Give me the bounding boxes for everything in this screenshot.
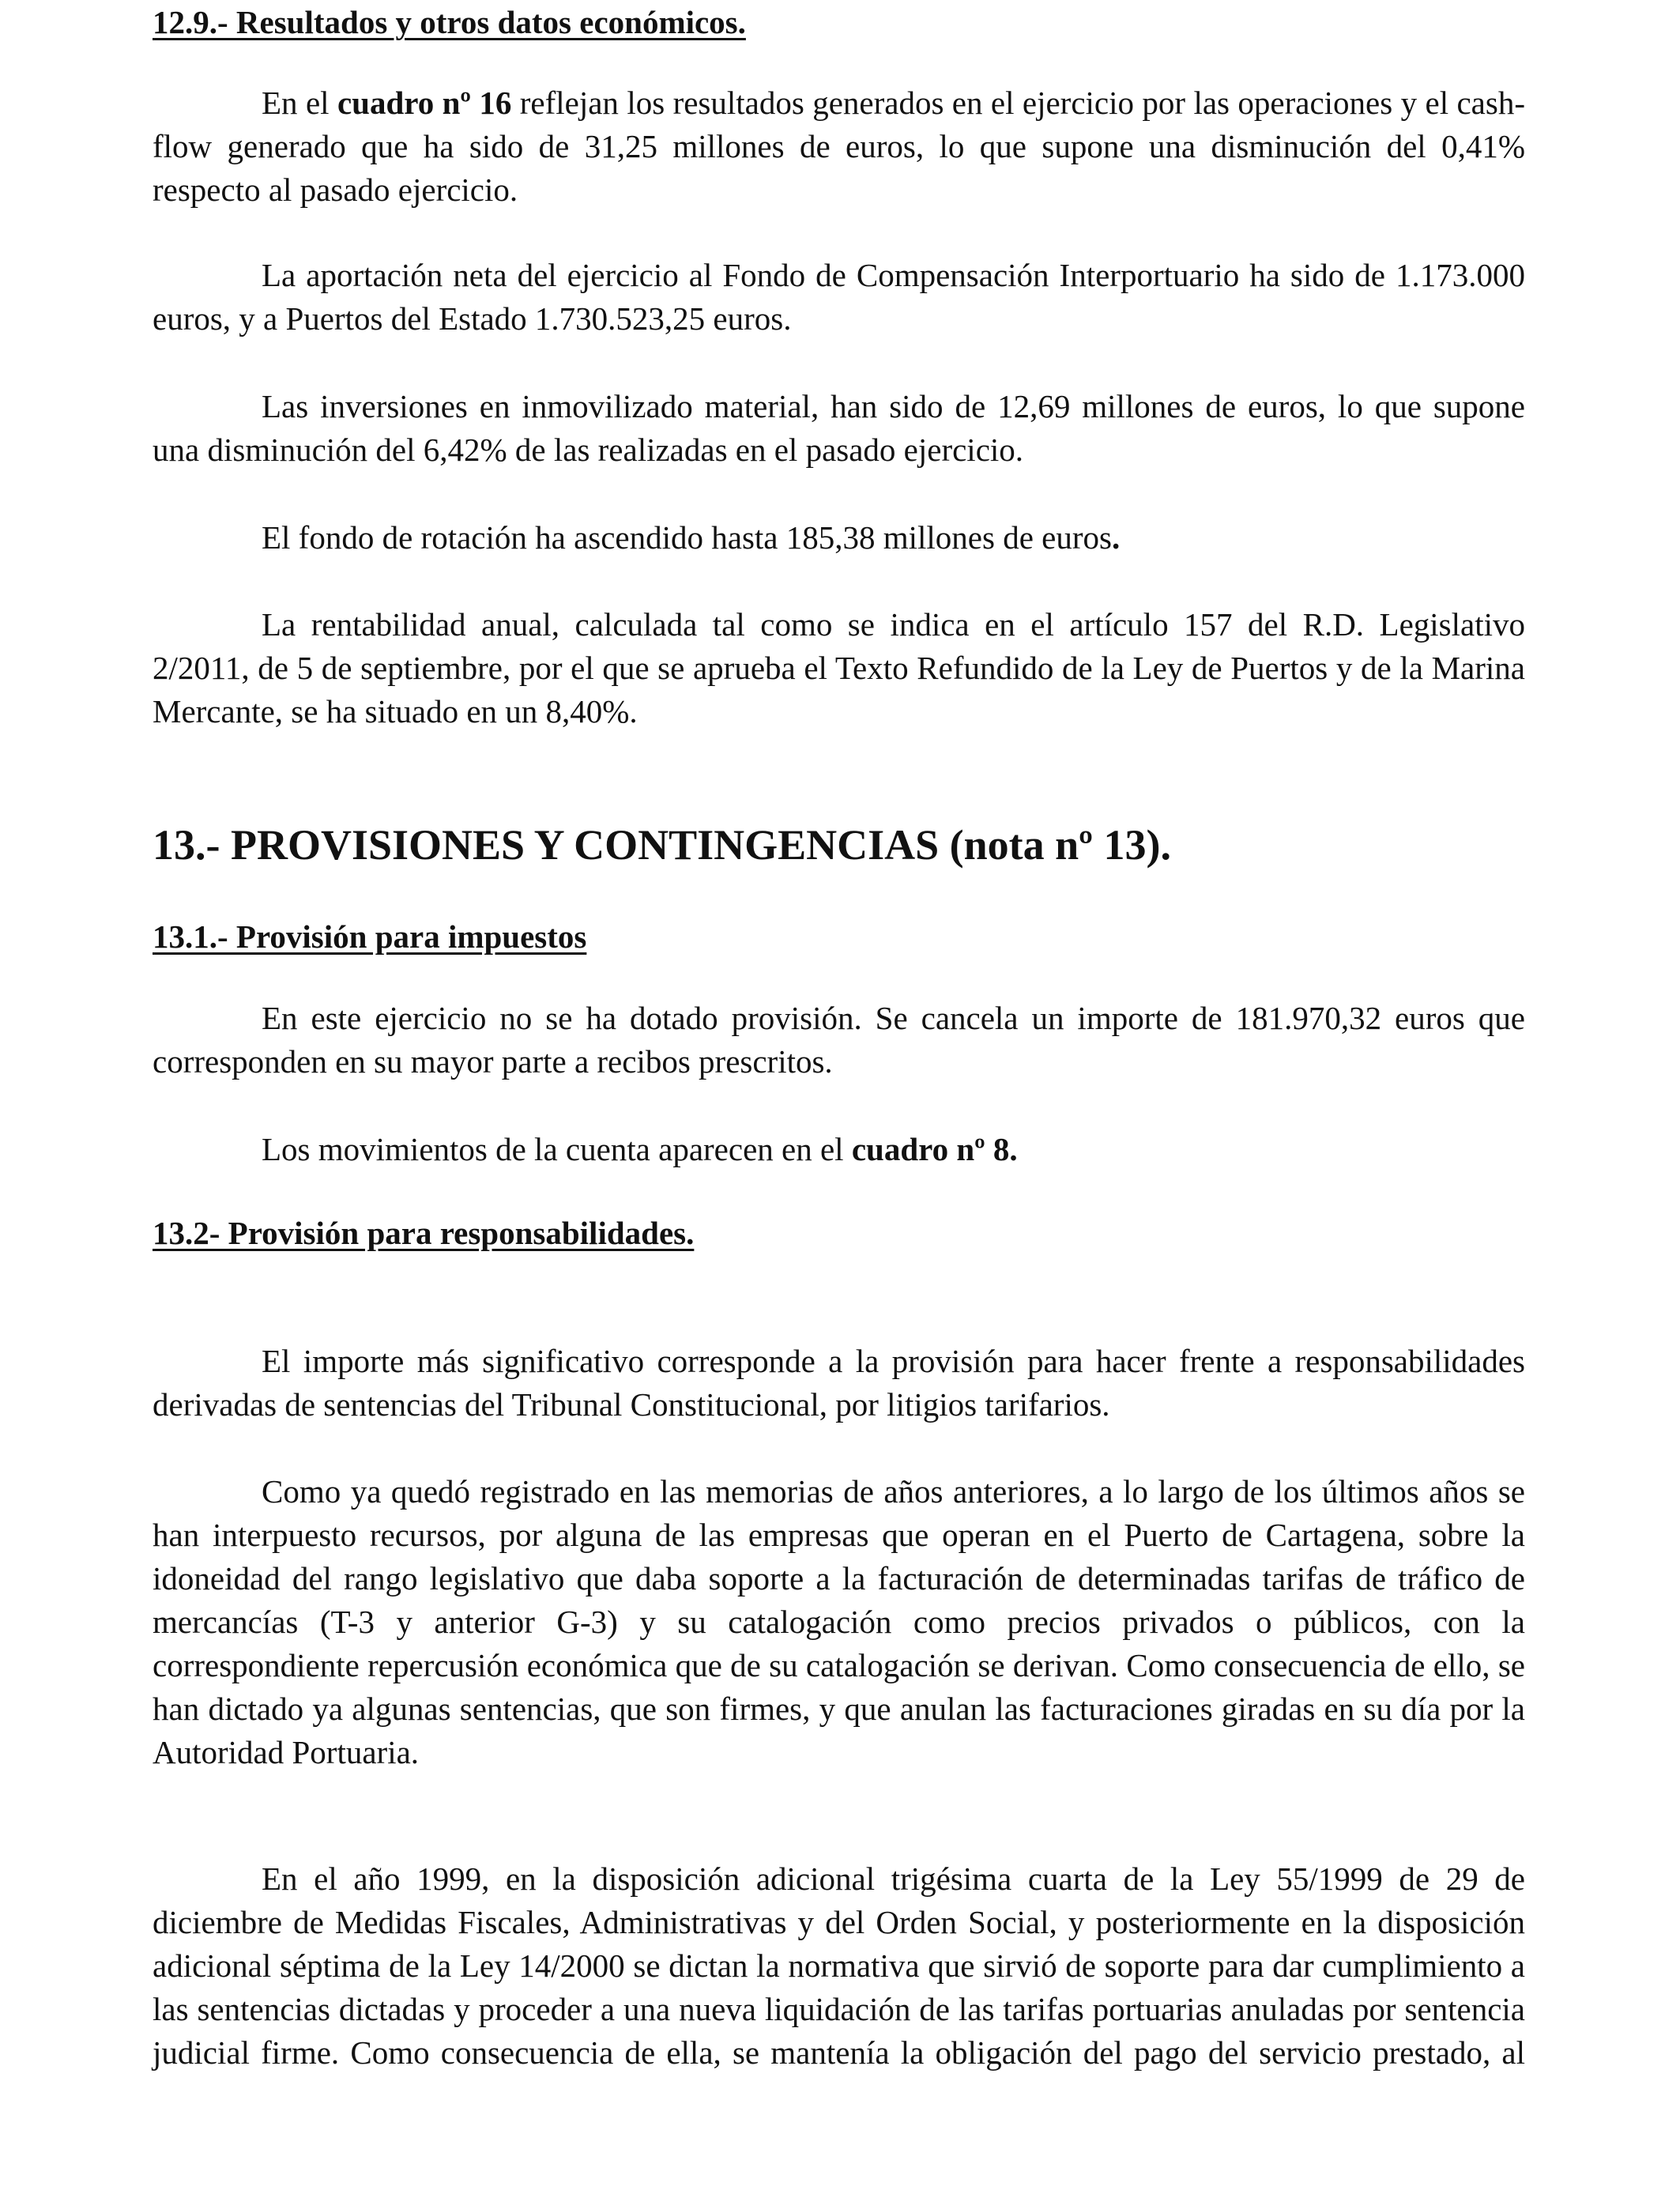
paragraph-fondo-compensacion: La aportación neta del ejercicio al Fondo de Compensación Interportuario ha sido de 1.173.000 euros, y a Puertos del Estado 1.730.523,25 euros. bbox=[153, 257, 1525, 337]
cuadro-8-reference: cuadro nº 8. bbox=[851, 1131, 1018, 1167]
paragraph-importe-significativo: El importe más significativo corresponde a la provisión para hacer frente a responsabilidades derivadas de sentencias del Tribunal Constitucional, por litigios tarifarios. bbox=[153, 1343, 1525, 1423]
paragraph-fondo-rotacion bbox=[153, 516, 1525, 560]
section-12-9-heading: 12.9.- Resultados y otros datos económicos. bbox=[153, 4, 746, 40]
paragraph-rentabilidad: La rentabilidad anual, calculada tal como se indica en el artículo 157 del R.D. Legislativo 2/2011, de 5 de septiembre, por el que se aprueba el Texto Refundido de la Ley de Puertos y de la Marina Mercante, se ha situado en un 8,40%. bbox=[153, 606, 1525, 729]
paragraph-movimientos-cuenta bbox=[153, 1128, 1525, 1171]
paragraph-text: reflejan los resultados generados en el ejercicio por las operaciones y el cash-flow generado que ha sido de 31,25 millones de euros, lo que supone una disminución del 0,41% respecto al pasado ejercicio. bbox=[153, 85, 1525, 208]
bold-period: . bbox=[1111, 519, 1121, 556]
section-13-2-heading: 13.2- Provisión para responsabilidades. bbox=[153, 1215, 695, 1251]
paragraph-ano-1999: En el año 1999, en la disposición adicional trigésima cuarta de la Ley 55/1999 de 29 de diciembre de Medidas Fiscales, Administrativas y del Orden Social, y posteriormente en la disposición adicional séptima de la Ley 14/2000 se dictan la normativa que sirvió de soporte para dar cumplimiento a las sentencias dictadas y proceder a una nueva liquidación de las tarifas portuarias anuladas por sentencia judicial firme. Como consecuencia de ella, se mantenía la obligación del pago del servicio prestado, al bbox=[153, 1860, 1525, 2071]
section-13-1-heading: 13.1.- Provisión para impuestos bbox=[153, 918, 587, 955]
paragraph-text: En el bbox=[262, 85, 337, 121]
paragraph-text: El fondo de rotación ha ascendido hasta 185,38 millones de euros bbox=[262, 519, 1112, 556]
section-13-heading: 13.- PROVISIONES Y CONTINGENCIAS (nota nº 13). bbox=[153, 821, 1171, 869]
paragraph-memorias-anteriores: Como ya quedó registrado en las memorias de años anteriores, a lo largo de los últimos años se han interpuesto recursos, por alguna de las empresas que operan en el Puerto de Cartagena, sobre la idoneidad del rango legislativo que daba soporte a la facturación de determinadas tarifas de tráfico de mercancías (T-3 y anterior G-3) y su catalogación como precios privados o públicos, con la correspondiente repercusión económica que de su catalogación se derivan. Como consecuencia de ello, se han dictado ya algunas sentencias, que son firmes, y que anulan las facturaciones giradas en su día por la Autoridad Portuaria. bbox=[153, 1473, 1525, 1770]
cuadro-16-reference: cuadro nº 16 bbox=[337, 85, 512, 121]
paragraph-cuadro-16 bbox=[153, 81, 1525, 212]
paragraph-text: Los movimientos de la cuenta aparecen en el bbox=[262, 1131, 852, 1167]
paragraph-provision-impuestos: En este ejercicio no se ha dotado provisión. Se cancela un importe de 181.970,32 euros que corresponden en su mayor parte a recibos prescritos. bbox=[153, 1000, 1525, 1080]
paragraph-inversiones: Las inversiones en inmovilizado material, han sido de 12,69 millones de euros, lo que supone una disminución del 6,42% de las realizadas en el pasado ejercicio. bbox=[153, 388, 1525, 468]
